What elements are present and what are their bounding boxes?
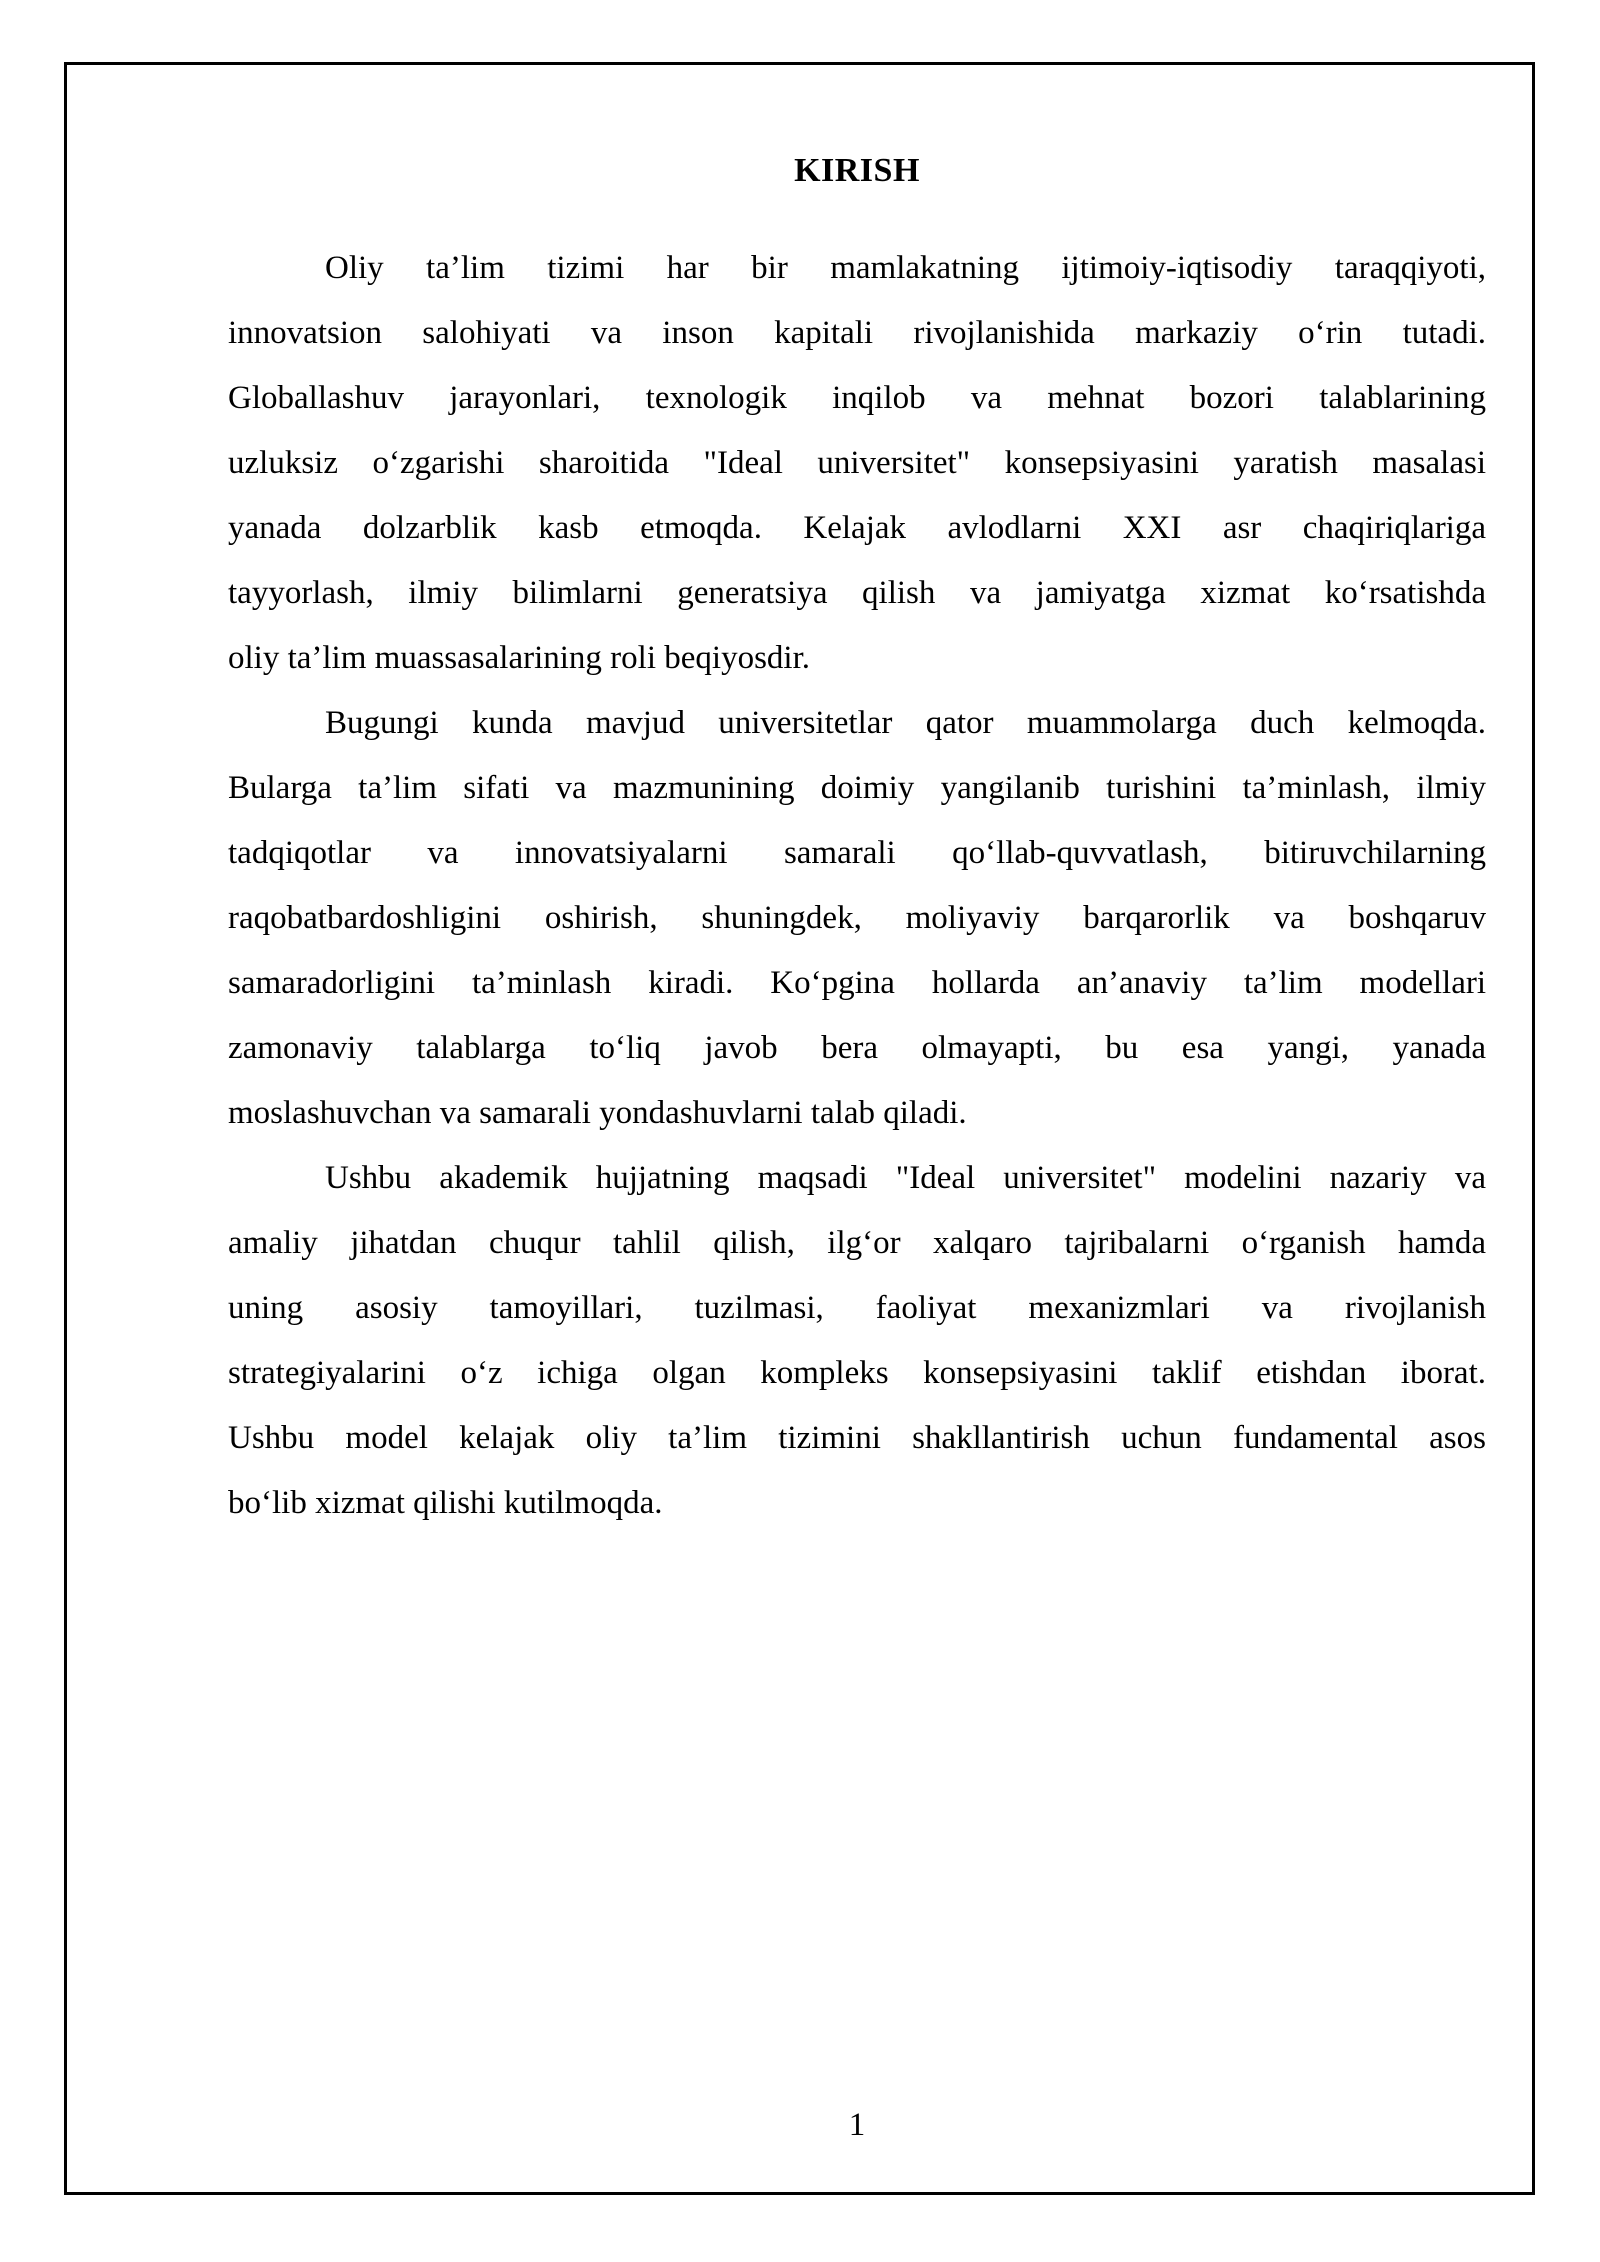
text-line: raqobatbardoshligini oshirish, shuningdek, moliyaviy barqarorlik va boshqaruv	[228, 900, 1486, 936]
page-title: KIRISH	[794, 152, 920, 189]
text-line: amaliy jihatdan chuqur tahlil qilish, ilgʻor xalqaro tajribalarni oʻrganish hamda	[228, 1225, 1486, 1261]
text-line: strategiyalarini oʻz ichiga olgan kompleks konsepsiyasini taklif etishdan iborat.	[228, 1355, 1486, 1391]
text-line: Bularga ta’lim sifati va mazmunining doimiy yangilanib turishini ta’minlash, ilmiy	[228, 770, 1486, 806]
text-line: zamonaviy talablarga toʻliq javob bera olmayapti, bu esa yangi, yanada	[228, 1030, 1486, 1066]
text-line: boʻlib xizmat qilishi kutilmoqda.	[228, 1485, 663, 1521]
text-line: Ushbu akademik hujjatning maqsadi "Ideal universitet" modelini nazariy va	[325, 1160, 1486, 1196]
page-number: 1	[848, 2107, 866, 2143]
text-line: moslashuvchan va samarali yondashuvlarni talab qiladi.	[228, 1095, 967, 1131]
text-line: uning asosiy tamoyillari, tuzilmasi, faoliyat mexanizmlari va rivojlanish	[228, 1290, 1486, 1326]
text-line: oliy ta’lim muassasalarining roli beqiyosdir.	[228, 640, 810, 676]
text-line: Ushbu model kelajak oliy ta’lim tizimini shakllantirish uchun fundamental asos	[228, 1420, 1486, 1456]
text-line: tadqiqotlar va innovatsiyalarni samarali qoʻllab-quvvatlash, bitiruvchilarning	[228, 835, 1486, 871]
paragraph-1	[228, 236, 1486, 691]
text-line: yanada dolzarblik kasb etmoqda. Kelajak avlodlarni XXI asr chaqiriqlariga	[228, 510, 1486, 546]
text-line: innovatsion salohiyati va inson kapitali rivojlanishida markaziy oʻrin tutadi.	[228, 315, 1486, 351]
page-content	[228, 138, 1486, 1536]
text-line: Oliy ta’lim tizimi har bir mamlakatning ijtimoiy-iqtisodiy taraqqiyoti,	[325, 250, 1486, 286]
paragraph-2	[228, 691, 1486, 1146]
text-line: Bugungi kunda mavjud universitetlar qator muammolarga duch kelmoqda.	[325, 705, 1486, 741]
text-line: uzluksiz oʻzgarishi sharoitida "Ideal universitet" konsepsiyasini yaratish masalasi	[228, 445, 1486, 481]
text-line: samaradorligini ta’minlash kiradi. Koʻpgina hollarda an’anaviy ta’lim modellari	[228, 965, 1486, 1001]
text-line: Globallashuv jarayonlari, texnologik inqilob va mehnat bozori talablarining	[228, 380, 1486, 416]
paragraph-3	[228, 1146, 1486, 1536]
text-line: tayyorlash, ilmiy bilimlarni generatsiya qilish va jamiyatga xizmat koʻrsatishda	[228, 575, 1486, 611]
